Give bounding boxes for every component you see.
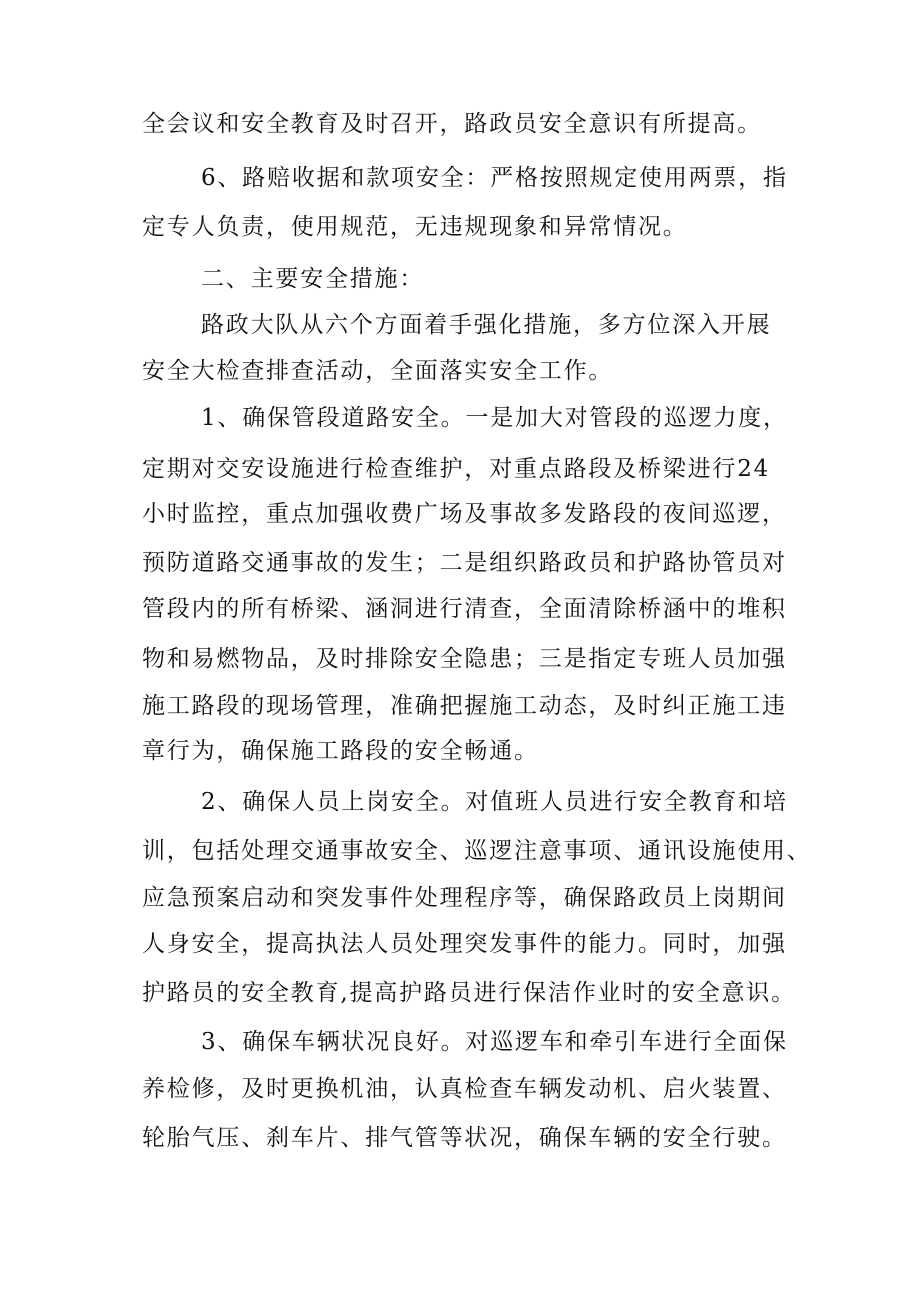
section-heading: 二、主要安全措施： (201, 266, 425, 292)
text-line: 应急预案启动和突发事件处理程序等，确保路政员上岗期间 (142, 885, 787, 911)
text-line: 安全大检查排查活动，全面落实安全工作。 (142, 358, 614, 384)
text-line: 6、路赔收据和款项安全：严格按照规定使用两票，指 (201, 165, 788, 191)
text-line: 物和易燃物品，及时排除安全隐患；三是指定专班人员加强 (142, 646, 787, 672)
text-line: 1、确保管段道路安全。一是加大对管段的巡逻力度， (201, 405, 788, 431)
text-line: 管段内的所有桥梁、涵洞进行清查，全面清除桥涵中的堆积 (142, 596, 787, 622)
text-line: 轮胎气压、刹车片、排气管等状况，确保车辆的安全行驶。 (142, 1125, 787, 1151)
text-line: 施工路段的现场管理，准确把握施工动态，及时纠正施工违 (142, 693, 787, 719)
text-line: 定专人负责，使用规范，无违规现象和异常情况。 (142, 214, 688, 240)
text-line: 定期对交安设施进行检查维护，对重点路段及桥梁进行24 (142, 456, 771, 482)
text-line: 小时监控，重点加强收费广场及事故多发路段的夜间巡逻， (142, 501, 787, 527)
text-line: 章行为，确保施工路段的安全畅通。 (142, 738, 539, 764)
text-line: 路政大队从六个方面着手强化措施，多方位深入开展 (201, 312, 772, 338)
text-line: 养检修，及时更换机油，认真检查车辆发动机、启火装置、 (142, 1076, 787, 1102)
text-line: 全会议和安全教育及时召开，路政员安全意识有所提高。 (142, 111, 762, 137)
text-line: 预防道路交通事故的发生；二是组织路政员和护路协管员对 (142, 550, 787, 576)
text-line: 人身安全，提高执法人员处理突发事件的能力。同时，加强 (142, 931, 787, 957)
text-line: 护路员的安全教育,提高护路员进行保洁作业时的安全意识。 (142, 980, 796, 1006)
text-line: 训，包括处理交通事故安全、巡逻注意事项、通讯设施使用、 (142, 838, 812, 864)
text-line: 3、确保车辆状况良好。对巡逻车和牵引车进行全面保 (201, 1029, 788, 1055)
text-line: 2、确保人员上岗安全。对值班人员进行安全教育和培 (201, 789, 788, 815)
